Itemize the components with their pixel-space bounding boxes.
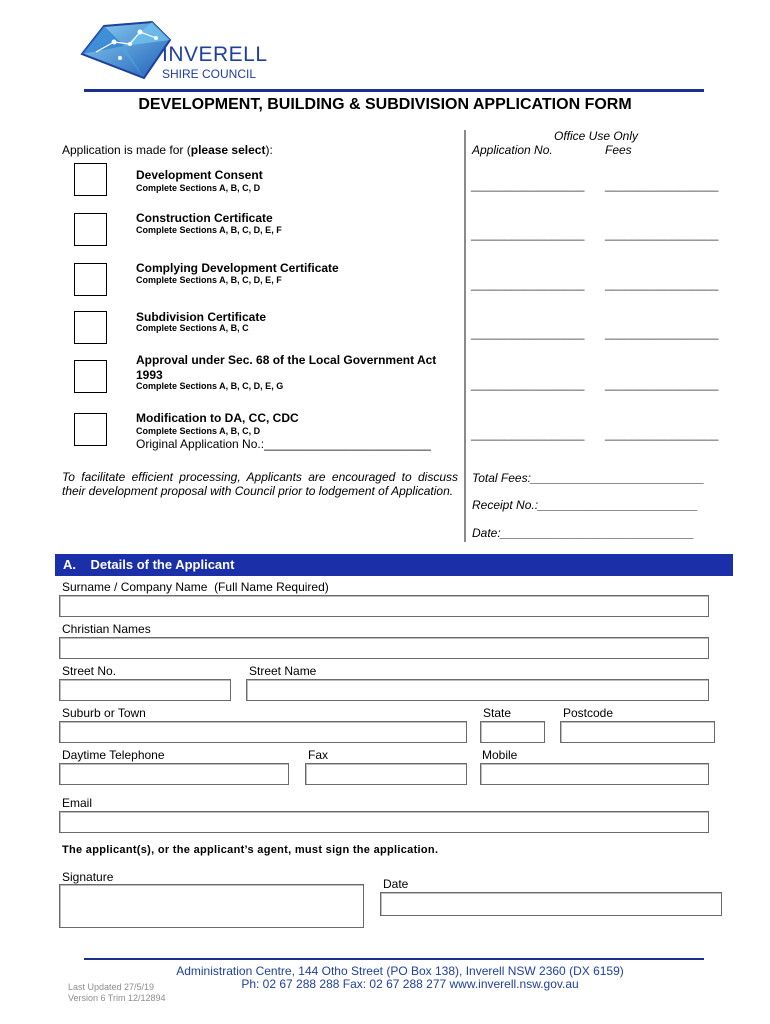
office-application-no-blank: _________________ <box>471 377 585 391</box>
postcode-field[interactable] <box>560 721 715 743</box>
office-fees-header: Fees <box>605 143 632 157</box>
surname-label: Surname / Company Name (Full Name Required) <box>62 580 329 594</box>
checkbox-construction-certificate[interactable] <box>74 213 107 246</box>
daytime-telephone-field[interactable] <box>59 763 289 785</box>
checkbox-complying-development[interactable] <box>74 263 107 296</box>
option-title: Complying Development Certificate <box>136 261 339 275</box>
mobile-label: Mobile <box>482 748 518 762</box>
option-title: Construction Certificate <box>136 211 273 225</box>
suburb-field[interactable] <box>59 721 467 743</box>
brand-name: INVERELL <box>162 43 268 66</box>
daytime-telephone-label: Daytime Telephone <box>62 748 165 762</box>
christian-names-field[interactable] <box>59 637 709 659</box>
inverell-logo-icon <box>74 16 174 86</box>
fax-label: Fax <box>308 748 329 762</box>
header-rule <box>84 89 704 92</box>
surname-field[interactable] <box>59 595 709 617</box>
state-label: State <box>483 706 512 720</box>
option-sections: Complete Sections A, B, C, D, E, G <box>136 381 284 391</box>
version-info: Version 6 Trim 12/12894 <box>68 993 166 1003</box>
date-line: Date:_____________________________ <box>472 526 695 540</box>
signature-date-field[interactable] <box>380 892 722 916</box>
receipt-no-line: Receipt No.:________________________ <box>472 498 699 512</box>
checkbox-modification[interactable] <box>74 413 107 446</box>
application-intro: Application is made for (please select): <box>62 143 273 157</box>
street-name-label: Street Name <box>249 664 317 678</box>
checkbox-section-68-approval[interactable] <box>74 360 107 393</box>
office-fees-blank: _________________ <box>605 427 719 441</box>
mobile-field[interactable] <box>480 763 709 785</box>
brand-subtitle: SHIRE COUNCIL <box>162 67 257 81</box>
option-title: Modification to DA, CC, CDC <box>136 411 299 425</box>
total-fees-line: Total Fees:__________________________ <box>472 471 705 485</box>
office-application-no-blank: _________________ <box>471 326 585 340</box>
email-field[interactable] <box>59 811 709 833</box>
signature-label: Signature <box>62 870 114 884</box>
fax-field[interactable] <box>305 763 467 785</box>
section-a-header <box>55 554 733 576</box>
option-sections: Complete Sections A, B, C <box>136 323 249 333</box>
column-divider <box>464 130 466 542</box>
footer-address: Administration Centre, 144 Otho Street (PO Box 138), Inverell NSW 2360 (DX 6159) <box>176 964 624 978</box>
option-title: Development Consent <box>136 168 263 182</box>
option-sections: Complete Sections A, B, C, D, E, F <box>136 275 282 285</box>
office-fees-blank: _________________ <box>605 377 719 391</box>
office-fees-blank: _________________ <box>605 277 719 291</box>
signature-field[interactable] <box>59 884 364 928</box>
option-title: Approval under Sec. 68 of the Local Government Act 1993 <box>136 353 437 382</box>
option-sections: Complete Sections A, B, C, D <box>136 426 261 436</box>
street-no-field[interactable] <box>59 679 231 701</box>
form-title: DEVELOPMENT, BUILDING & SUBDIVISION APPLICATION FORM <box>138 96 632 113</box>
christian-names-label: Christian Names <box>62 622 151 636</box>
office-application-no-blank: _________________ <box>471 277 585 291</box>
office-application-no-blank: _________________ <box>471 227 585 241</box>
checkbox-subdivision-certificate[interactable] <box>74 311 107 344</box>
email-label: Email <box>62 796 93 810</box>
office-use-heading: Office Use Only <box>554 129 639 143</box>
option-sections: Complete Sections A, B, C, D, E, F <box>136 225 282 235</box>
postcode-label: Postcode <box>563 706 614 720</box>
signature-note: The applicant(s), or the applicant’s agent, must sign the application. <box>62 844 439 856</box>
original-application-no: Original Application No.:_________________________ <box>136 437 431 451</box>
office-fees-blank: _________________ <box>605 178 719 192</box>
section-a-title: A. Details of the Applicant <box>63 557 235 572</box>
last-updated: Last Updated 27/5/19 <box>68 982 155 992</box>
option-title: Subdivision Certificate <box>136 310 267 324</box>
signature-date-label: Date <box>383 877 409 891</box>
state-field[interactable] <box>480 721 545 743</box>
office-application-no-blank: _________________ <box>471 178 585 192</box>
checkbox-development-consent[interactable] <box>74 163 107 196</box>
suburb-label: Suburb or Town <box>62 706 146 720</box>
footer-contact: Ph: 02 67 288 288 Fax: 02 67 288 277 www.inverell.nsw.gov.au <box>241 977 579 991</box>
processing-note: To facilitate efficient processing, Applicants are encouraged to discuss their development proposal with Council prior to lodgement of Application. <box>62 470 458 498</box>
street-name-field[interactable] <box>246 679 709 701</box>
office-application-no-blank: _________________ <box>471 427 585 441</box>
office-application-no-header: Application No. <box>472 143 553 157</box>
office-fees-blank: _________________ <box>605 326 719 340</box>
option-sections: Complete Sections A, B, C, D <box>136 183 261 193</box>
office-fees-blank: _________________ <box>605 227 719 241</box>
street-no-label: Street No. <box>62 664 117 678</box>
footer-rule <box>84 958 704 960</box>
